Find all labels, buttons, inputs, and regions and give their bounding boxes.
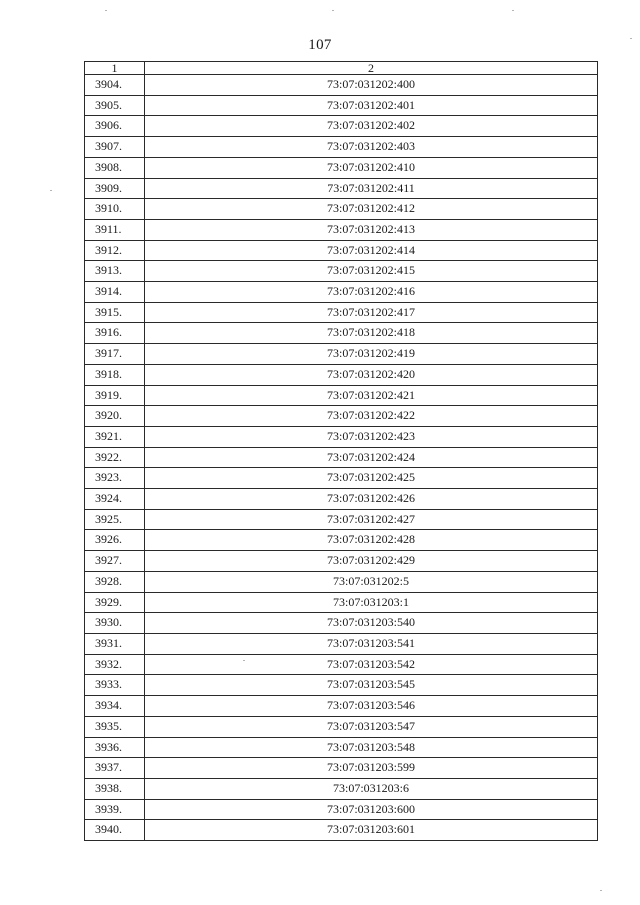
table-row [85,137,598,158]
cadastral-number: 73:07:031203:1 [145,592,598,613]
row-number: 3912. [85,240,145,261]
row-number: 3939. [85,799,145,820]
row-number: 3936. [85,737,145,758]
table-row [85,737,598,758]
table-row [85,364,598,385]
table-row [85,654,598,675]
cadastral-number: 73:07:031203:547 [145,716,598,737]
header-row [85,62,598,75]
scan-speck [243,660,245,661]
row-number: 3917. [85,344,145,365]
cadastral-number: 73:07:031203:601 [145,820,598,841]
row-number: 3929. [85,592,145,613]
cadastral-number: 73:07:031203:542 [145,654,598,675]
row-number: 3930. [85,613,145,634]
table-body [85,75,598,841]
cadastral-number: 73:07:031202:419 [145,344,598,365]
table-row [85,426,598,447]
page-number: 107 [308,37,332,53]
row-number: 3920. [85,406,145,427]
row-number: 3926. [85,530,145,551]
cadastral-number: 73:07:031202:410 [145,157,598,178]
row-number: 3934. [85,696,145,717]
cadastral-number: 73:07:031202:418 [145,323,598,344]
scan-speck [600,890,602,891]
table-row [85,716,598,737]
cadastral-number: 73:07:031202:420 [145,364,598,385]
table-row [85,199,598,220]
row-number: 3921. [85,426,145,447]
row-number: 3906. [85,116,145,137]
row-number: 3914. [85,282,145,303]
table-row [85,592,598,613]
row-number: 3925. [85,509,145,530]
cadastral-number: 73:07:031202:402 [145,116,598,137]
scan-speck [512,10,514,11]
cadastral-number: 73:07:031202:401 [145,95,598,116]
cadastral-number: 73:07:031202:426 [145,489,598,510]
row-number: 3907. [85,137,145,158]
cadastral-number: 73:07:031202:414 [145,240,598,261]
row-number: 3940. [85,820,145,841]
row-number: 3923. [85,468,145,489]
table-row [85,302,598,323]
row-number: 3931. [85,633,145,654]
row-number: 3915. [85,302,145,323]
cadastral-number: 73:07:031202:427 [145,509,598,530]
table-row [85,75,598,96]
cadastral-number: 73:07:031202:415 [145,261,598,282]
row-number: 3919. [85,385,145,406]
cadastral-number: 73:07:031202:428 [145,530,598,551]
table-row [85,282,598,303]
row-number: 3911. [85,219,145,240]
cadastral-number: 73:07:031202:411 [145,178,598,199]
cadastral-number: 73:07:031202:412 [145,199,598,220]
row-number: 3909. [85,178,145,199]
table-row [85,613,598,634]
scan-speck [630,38,632,39]
table-row [85,758,598,779]
row-number: 3938. [85,778,145,799]
table-row [85,820,598,841]
table-row [85,551,598,572]
table-row [85,571,598,592]
cadastral-number: 73:07:031202:403 [145,137,598,158]
row-number: 3904. [85,75,145,96]
cadastral-number: 73:07:031203:599 [145,758,598,779]
cadastral-number: 73:07:031202:423 [145,426,598,447]
row-number: 3916. [85,323,145,344]
cadastral-number: 73:07:031202:422 [145,406,598,427]
cadastral-number: 73:07:031202:424 [145,447,598,468]
row-number: 3924. [85,489,145,510]
table-row [85,489,598,510]
table-row [85,633,598,654]
table-row [85,468,598,489]
table-row [85,447,598,468]
cadastral-number: 73:07:031203:548 [145,737,598,758]
row-number: 3927. [85,551,145,572]
cadastral-number: 73:07:031202:413 [145,219,598,240]
scan-speck [50,190,52,191]
table-row [85,385,598,406]
column-header-number: 1 [85,62,145,75]
row-number: 3918. [85,364,145,385]
cadastral-number: 73:07:031203:546 [145,696,598,717]
cadastral-number: 73:07:031203:6 [145,778,598,799]
cadastral-number: 73:07:031202:421 [145,385,598,406]
table-row [85,530,598,551]
table-row [85,157,598,178]
cadastral-number: 73:07:031203:541 [145,633,598,654]
table-row [85,696,598,717]
row-number: 3935. [85,716,145,737]
table-row [85,240,598,261]
table-row [85,675,598,696]
scan-speck [105,10,107,11]
table-row [85,509,598,530]
cadastral-table [84,61,598,841]
table-row [85,406,598,427]
table-row [85,95,598,116]
table-row [85,323,598,344]
table-row [85,219,598,240]
scan-speck [332,10,334,11]
row-number: 3913. [85,261,145,282]
cadastral-number: 73:07:031202:425 [145,468,598,489]
table-header [85,62,598,75]
table-row [85,116,598,137]
row-number: 3922. [85,447,145,468]
table-row [85,799,598,820]
row-number: 3933. [85,675,145,696]
row-number: 3905. [85,95,145,116]
cadastral-number: 73:07:031202:429 [145,551,598,572]
table-row [85,261,598,282]
column-header-code: 2 [145,62,598,75]
cadastral-number: 73:07:031203:600 [145,799,598,820]
table-row [85,778,598,799]
table-row [85,344,598,365]
row-number: 3932. [85,654,145,675]
row-number: 3928. [85,571,145,592]
cadastral-number: 73:07:031202:400 [145,75,598,96]
cadastral-number: 73:07:031202:417 [145,302,598,323]
row-number: 3910. [85,199,145,220]
cadastral-number: 73:07:031203:545 [145,675,598,696]
row-number: 3908. [85,157,145,178]
row-number: 3937. [85,758,145,779]
cadastral-number: 73:07:031203:540 [145,613,598,634]
cadastral-number: 73:07:031202:5 [145,571,598,592]
table-row [85,178,598,199]
cadastral-number: 73:07:031202:416 [145,282,598,303]
